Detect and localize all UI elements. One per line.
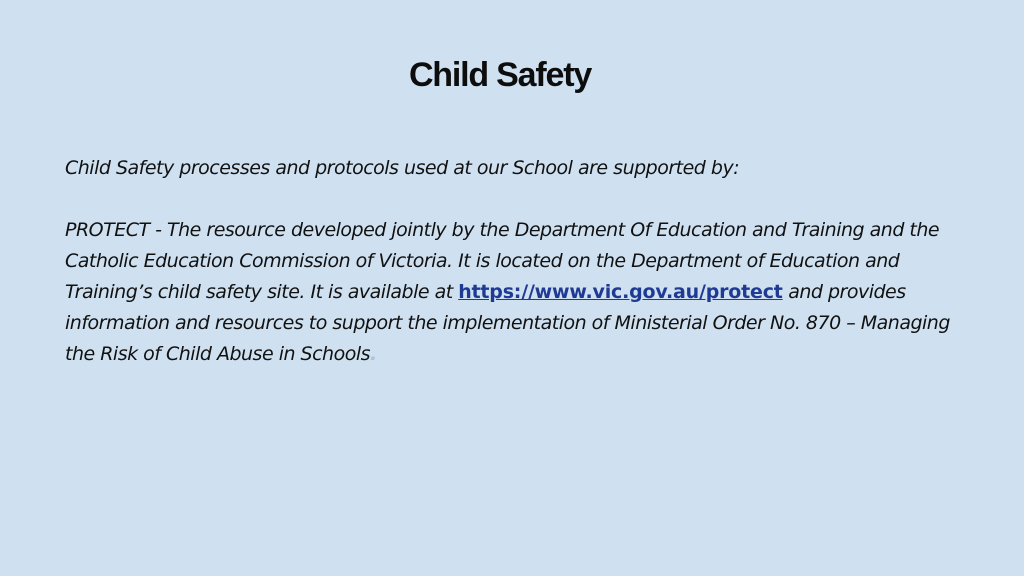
protect-link[interactable]: https://www.vic.gov.au/protect <box>458 281 783 303</box>
intro-text: Child Safety processes and protocols used at our School are supported by: <box>65 157 740 179</box>
paragraph-text-before-link: PROTECT - The resource developed jointly by the Department Of Education and Training and the Catholic Education Commission of Victoria. It is located on the Department of Education and Training’s child safety site. It is available at <box>65 219 940 303</box>
trailing-period: . <box>370 343 377 365</box>
slide-title: Child Safety <box>408 56 592 94</box>
paragraph-text-after-link: and provides information and resources to support the implementation of Ministerial Order No. 870 – Managing the Risk of Child Abuse in Schools <box>65 281 950 365</box>
protect-paragraph <box>65 215 975 370</box>
slide-body <box>65 153 975 370</box>
